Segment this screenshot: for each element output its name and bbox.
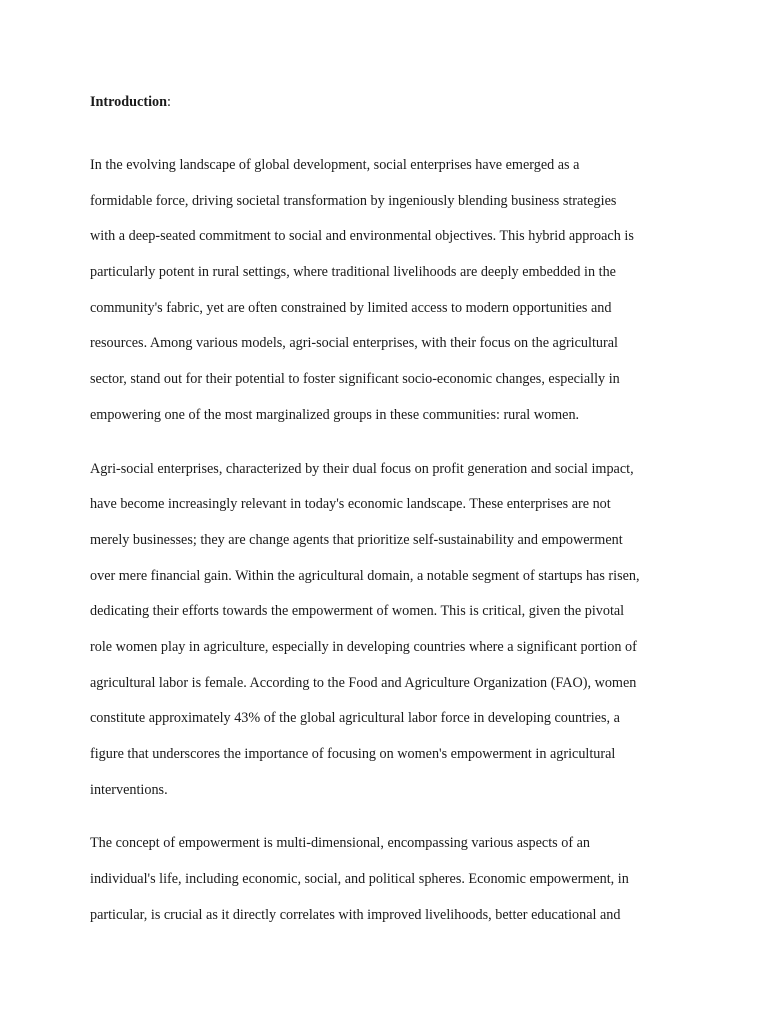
- section-heading-suffix: :: [167, 94, 171, 110]
- paragraph-line: merely businesses; they are change agents that prioritize self-sustainability and empowerment: [90, 531, 623, 548]
- paragraph-line: have become increasingly relevant in today's economic landscape. These enterprises are not: [90, 496, 611, 513]
- paragraph-line: Agri-social enterprises, characterized by their dual focus on profit generation and social impact,: [90, 460, 634, 477]
- section-heading-title: Introduction: [90, 94, 167, 110]
- paragraph-line: interventions.: [90, 781, 168, 798]
- paragraph-line: particularly potent in rural settings, where traditional livelihoods are deeply embedded in the: [90, 264, 616, 281]
- paragraph-line: In the evolving landscape of global development, social enterprises have emerged as a: [90, 157, 580, 173]
- paragraph-line: dedicating their efforts towards the empowerment of women. This is critical, given the pivotal: [90, 603, 625, 620]
- paragraph-1: [90, 148, 680, 434]
- paragraph-line: empowering one of the most marginalized groups in these communities: rural women.: [90, 406, 580, 423]
- paragraph-line: figure that underscores the importance of focusing on women's empowerment in agricultural: [90, 746, 616, 762]
- paragraph-2: [90, 452, 680, 809]
- paragraph-line: role women play in agriculture, especially in developing countries where a significant portion of: [90, 638, 637, 655]
- paragraph-line: particular, is crucial as it directly correlates with improved livelihoods, better educational and: [90, 906, 621, 923]
- paragraph-line: constitute approximately 43% of the global agricultural labor force in developing countries, a: [90, 710, 620, 727]
- paragraph-line: over mere financial gain. Within the agricultural domain, a notable segment of startups has risen,: [90, 567, 640, 584]
- paragraph-line: with a deep-seated commitment to social and environmental objectives. This hybrid approach is: [90, 228, 634, 245]
- paragraph-line: sector, stand out for their potential to foster significant socio-economic changes, especially in: [90, 371, 620, 388]
- paragraph-3: [90, 826, 680, 933]
- paragraph-line: individual's life, including economic, social, and political spheres. Economic empowerment, in: [90, 871, 629, 888]
- paragraph-line: community's fabric, yet are often constrained by limited access to modern opportunities and: [90, 299, 612, 316]
- paragraph-line: agricultural labor is female. According to the Food and Agriculture Organization (FAO), women: [90, 674, 637, 691]
- paragraph-line: The concept of empowerment is multi-dimensional, encompassing various aspects of an: [90, 835, 590, 852]
- paragraph-line: formidable force, driving societal transformation by ingeniously blending business strategies: [90, 192, 617, 209]
- section-heading: [90, 89, 680, 116]
- document-body: [90, 89, 680, 933]
- paragraph-line: resources. Among various models, agri-social enterprises, with their focus on the agricultural: [90, 335, 618, 352]
